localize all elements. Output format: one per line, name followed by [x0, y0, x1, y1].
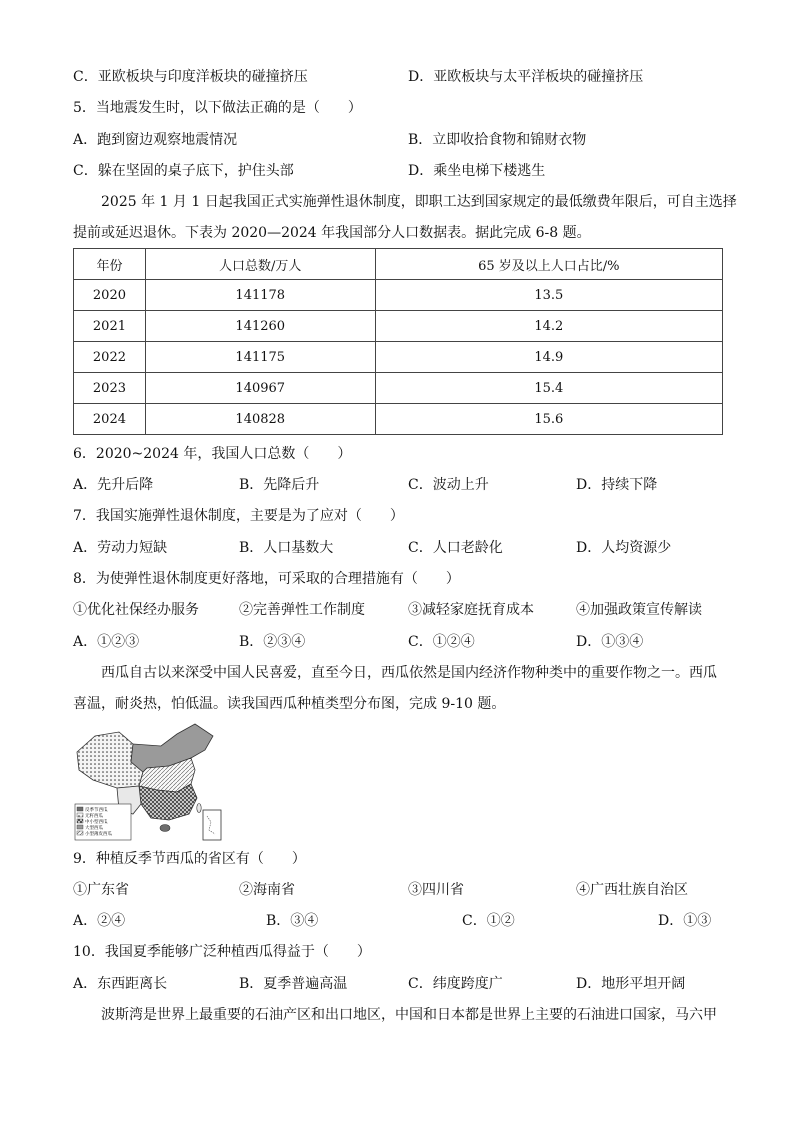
q9-option-d: D．①③	[658, 913, 712, 929]
watermelon-distribution-map	[73, 722, 223, 842]
q9-item-2: ②海南省	[239, 882, 295, 898]
q5-option-b: B．立即收拾食物和锦财衣物	[408, 132, 587, 148]
q6-option-d: D．持续下降	[576, 477, 658, 493]
q9-item-4: ④广西壮族自治区	[576, 882, 688, 898]
q6-option-c: C．波动上升	[408, 477, 489, 493]
q5-option-c: C．躲在坚固的桌子底下，护住头部	[73, 163, 294, 179]
table-header-year: 年份	[74, 249, 146, 280]
table-row	[74, 280, 723, 311]
table-cell: 140967	[145, 373, 375, 404]
passage-11-line1: 波斯湾是世界上最重要的石油产区和出口地区，中国和日本都是世界上主要的石油进口国家，马六甲	[101, 1007, 717, 1023]
q4-option-c: C．亚欧板块与印度洋板块的碰撞挤压	[73, 69, 308, 85]
table-cell: 2021	[74, 311, 146, 342]
table-cell: 2024	[74, 404, 146, 435]
table-cell: 140828	[145, 404, 375, 435]
q6-option-a: A．先升后降	[73, 477, 154, 493]
table-cell: 141260	[145, 311, 375, 342]
q10-option-c: C．纬度跨度广	[408, 976, 503, 992]
table-row	[74, 404, 723, 435]
q9-option-a: A．②④	[73, 913, 126, 929]
legend-item: 大型西瓜	[85, 826, 103, 831]
q9-stem: 9．种植反季节西瓜的省区有（ ）	[73, 851, 306, 867]
q7-option-d: D．人均资源少	[576, 540, 672, 556]
population-table	[73, 248, 723, 435]
table-header-elderly-ratio: 65 岁及以上人口占比/%	[375, 249, 722, 280]
q8-item-1: ①优化社保经办服务	[73, 602, 199, 618]
q5-option-d: D．乘坐电梯下楼逃生	[408, 163, 546, 179]
q8-item-4: ④加强政策宣传解读	[576, 602, 702, 618]
table-row	[74, 342, 723, 373]
table-header-population: 人口总数/万人	[145, 249, 375, 280]
q8-option-a: A．①②③	[73, 634, 140, 650]
q7-option-c: C．人口老龄化	[408, 540, 503, 556]
q8-option-d: D．①③④	[576, 634, 644, 650]
q10-stem: 10．我国夏季能够广泛种植西瓜得益于（ ）	[73, 944, 371, 960]
passage-6-8-line1: 2025 年 1 月 1 日起我国正式实施弹性退休制度，即职工达到国家规定的最低缴费年限后，可自主选择	[101, 194, 737, 210]
table-cell: 2020	[74, 280, 146, 311]
legend-item: 反季节西瓜	[85, 808, 108, 813]
table-header-row	[74, 249, 723, 280]
q5-stem: 5．当地震发生时，以下做法正确的是（ ）	[73, 100, 362, 116]
table-row	[74, 373, 723, 404]
table-row	[74, 311, 723, 342]
passage-6-8-line2: 提前或延迟退休。下表为 2020—2024 年我国部分人口数据表。据此完成 6-8 题。	[73, 225, 591, 241]
q9-option-b: B．③④	[266, 913, 319, 929]
table-cell: 15.6	[375, 404, 722, 435]
q8-item-2: ②完善弹性工作制度	[239, 602, 365, 618]
q8-stem: 8．为使弹性退休制度更好落地，可采取的合理措施有（ ）	[73, 571, 460, 587]
q10-option-d: D．地形平坦开阔	[576, 976, 686, 992]
table-cell: 14.9	[375, 342, 722, 373]
table-cell: 2023	[74, 373, 146, 404]
q7-stem: 7．我国实施弹性退休制度，主要是为了应对（ ）	[73, 508, 404, 524]
legend-item: 中小型西瓜	[85, 820, 108, 825]
q5-option-a: A．跑到窗边观察地震情况	[73, 132, 238, 148]
q9-item-1: ①广东省	[73, 882, 129, 898]
q6-stem: 6．2020~2024 年，我国人口总数（ ）	[73, 446, 352, 462]
table-cell: 141175	[145, 342, 375, 373]
passage-9-10-line1: 西瓜自古以来深受中国人民喜爱，直至今日，西瓜依然是国内经济作物种类中的重要作物之一。西瓜	[101, 665, 717, 681]
china-map-graphic	[73, 722, 223, 842]
table-cell: 13.5	[375, 280, 722, 311]
table-cell: 15.4	[375, 373, 722, 404]
q8-option-b: B．②③④	[239, 634, 306, 650]
q10-option-b: B．夏季普遍高温	[239, 976, 348, 992]
q7-option-a: A．劳动力短缺	[73, 540, 168, 556]
q4-option-d: D．亚欧板块与太平洋板块的碰撞挤压	[408, 69, 644, 85]
q8-option-c: C．①②④	[408, 634, 475, 650]
q9-option-c: C．①②	[462, 913, 515, 929]
legend-item: 小型薄皮西瓜	[85, 832, 112, 837]
passage-9-10-line2: 喜温，耐炎热，怕低温。读我国西瓜种植类型分布图，完成 9-10 题。	[73, 696, 506, 712]
q8-item-3: ③减轻家庭抚育成本	[408, 602, 534, 618]
q10-option-a: A．东西距离长	[73, 976, 168, 992]
q6-option-b: B．先降后升	[239, 477, 320, 493]
table-cell: 141178	[145, 280, 375, 311]
q7-option-b: B．人口基数大	[239, 540, 334, 556]
legend-item: 无籽西瓜	[85, 814, 103, 819]
q9-item-3: ③四川省	[408, 882, 464, 898]
table-cell: 2022	[74, 342, 146, 373]
table-cell: 14.2	[375, 311, 722, 342]
